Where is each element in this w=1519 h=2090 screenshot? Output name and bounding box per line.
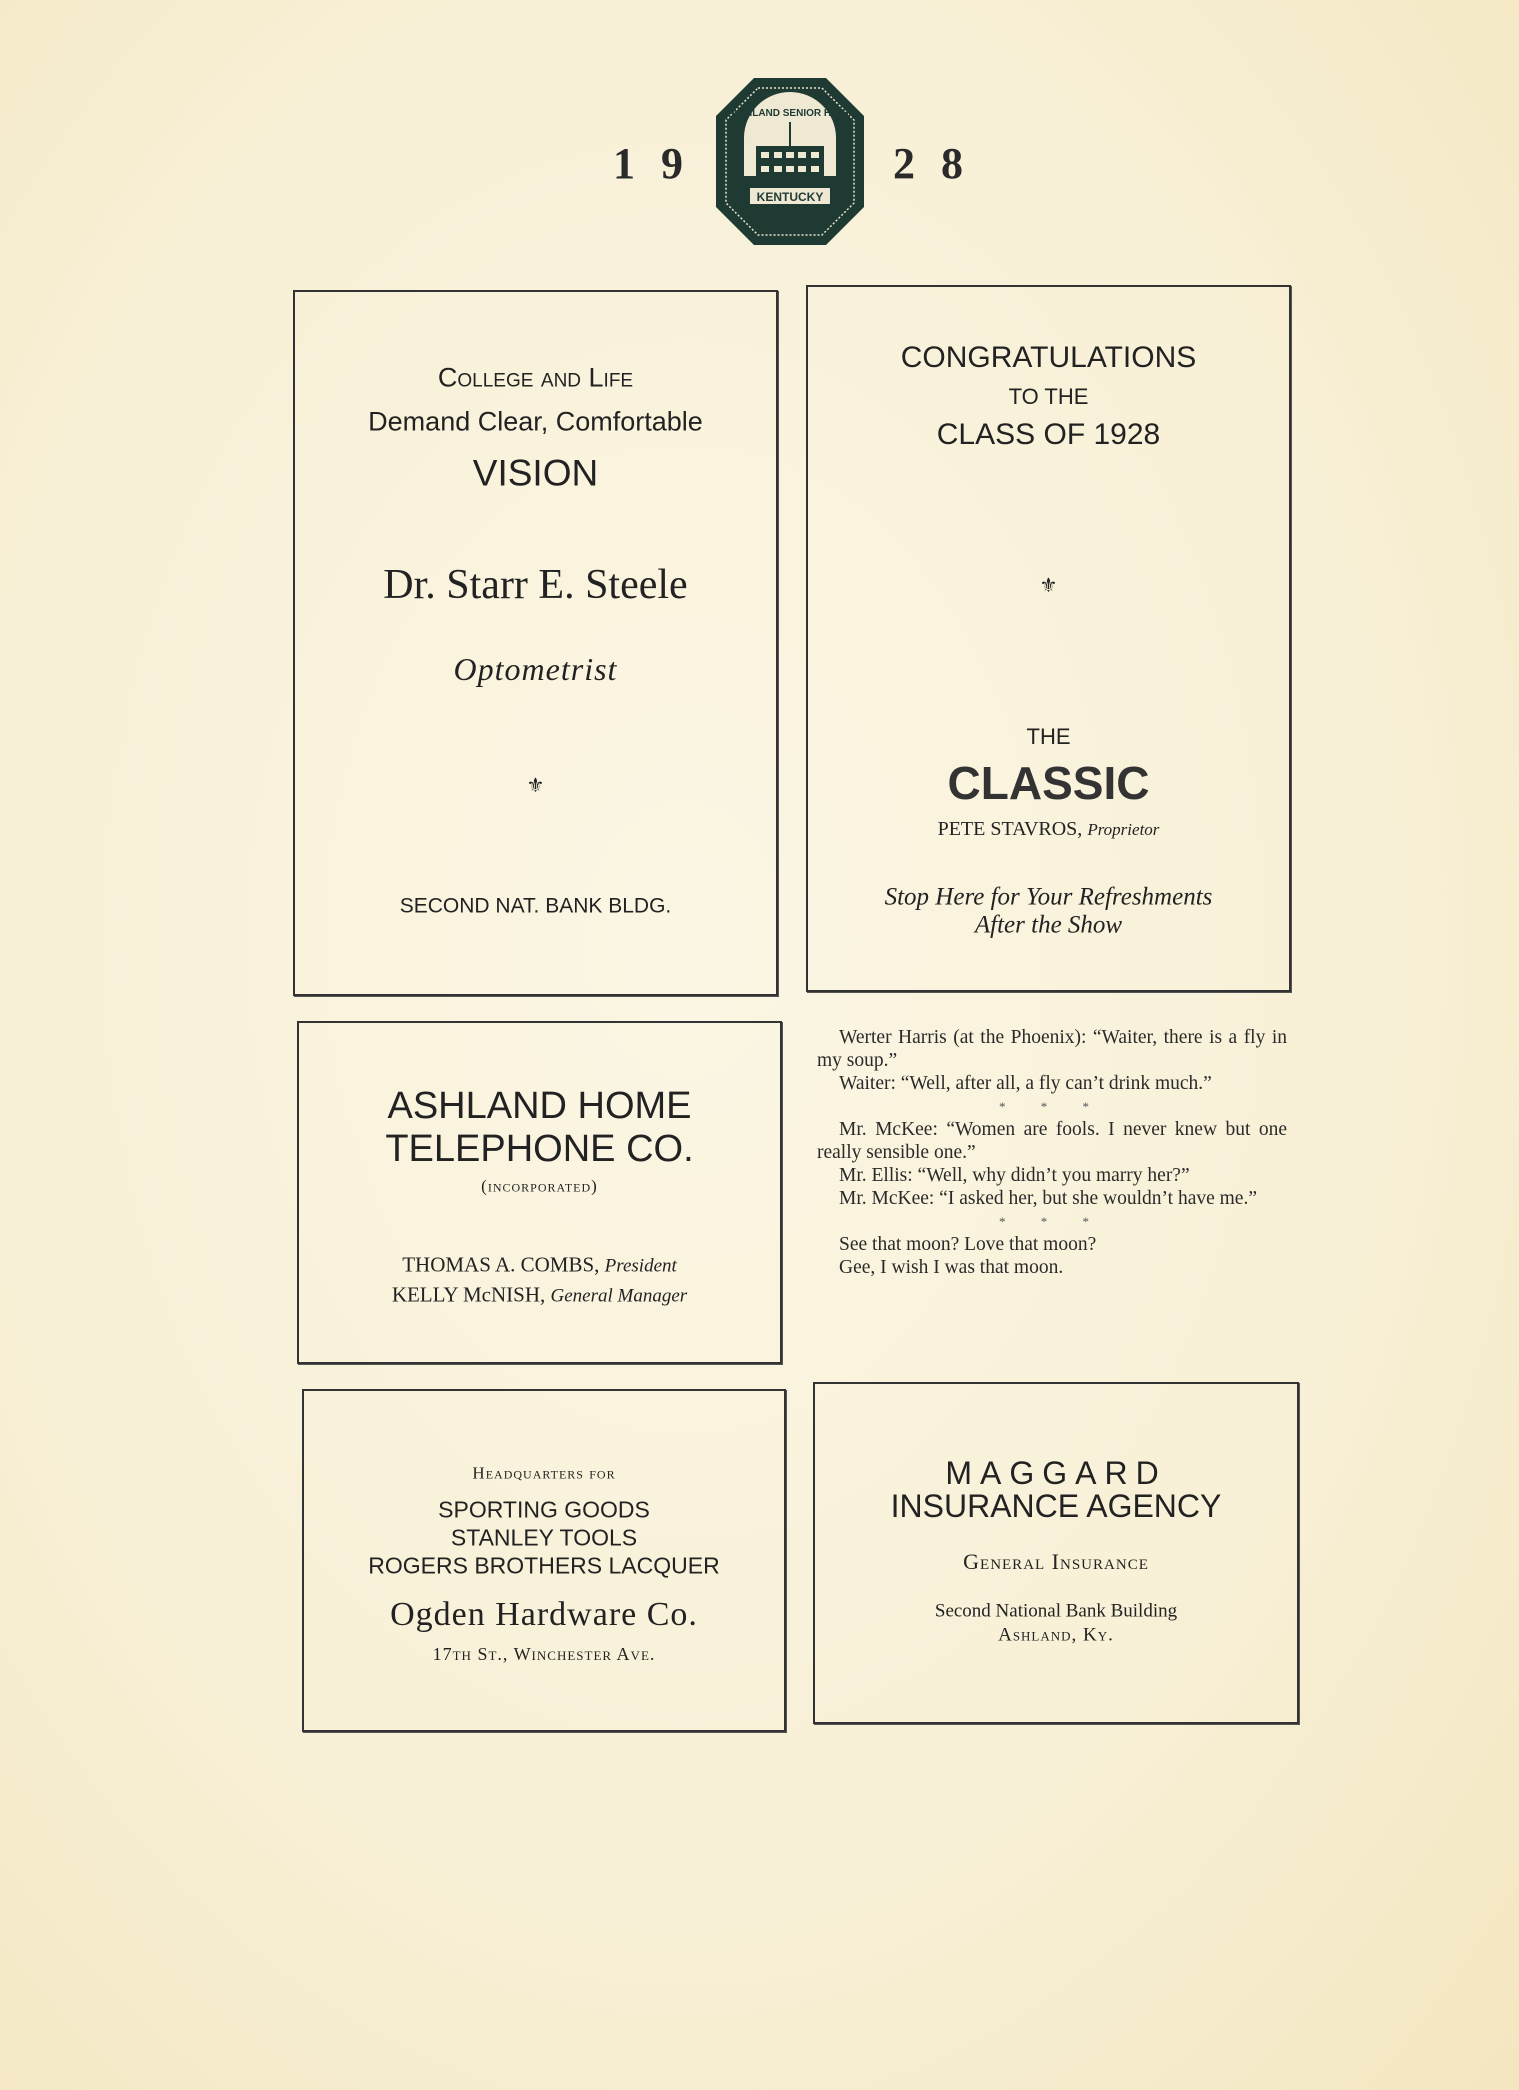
ad-insurance <box>813 1382 1299 1724</box>
ad-telephone <box>297 1021 782 1364</box>
address: Second National Bank Building <box>934 1600 1178 1622</box>
separator: * * * <box>999 1214 1105 1229</box>
business-name: ASHLAND HOME <box>387 1085 692 1127</box>
slogan: After the Show <box>974 911 1123 939</box>
person-title: General Manager <box>550 1285 688 1307</box>
business-name: Dr. Starr E. Steele <box>383 562 688 608</box>
ad-optometrist <box>293 290 778 996</box>
person <box>299 1282 780 1307</box>
ad-line: (incorporated) <box>481 1176 598 1196</box>
person-title: President <box>604 1255 677 1277</box>
ad-hardware <box>302 1389 786 1732</box>
ad-line: CONGRATULATIONS <box>900 341 1197 374</box>
proprietor <box>808 819 1289 839</box>
ad-line: SPORTING GOODS <box>438 1496 650 1523</box>
slogan: Stop Here for Your Refreshments <box>884 883 1213 911</box>
joke-line: Gee, I wish I was that moon. <box>839 1257 1064 1278</box>
address: SECOND NAT. BANK BLDG. <box>399 894 672 918</box>
business-title: Optometrist <box>453 651 618 687</box>
ad-line: College and Life <box>437 362 634 393</box>
jokes-column <box>817 1026 1287 1279</box>
business-name: CLASSIC <box>947 757 1150 809</box>
joke-line: Mr. McKee: “Women are fools. I never knew but one really sensible one.” <box>817 1119 1287 1163</box>
joke-line: Mr. Ellis: “Well, why didn’t you marry her?” <box>839 1165 1190 1186</box>
ad-line: ROGERS BROTHERS LACQUER <box>368 1552 720 1579</box>
person-name: THOMAS A. COMBS, <box>402 1252 600 1277</box>
ad-line: THE <box>1026 724 1071 749</box>
fleur-de-lis-icon: ⚜ <box>526 775 545 797</box>
joke-line: See that moon? Love that moon? <box>839 1234 1097 1255</box>
svg-text:KENTUCKY: KENTUCKY <box>756 190 824 204</box>
ad-headline: VISION <box>472 452 599 494</box>
proprietor-title: Proprietor <box>1087 820 1160 839</box>
svg-text:ASHLAND SENIOR HIGH: ASHLAND SENIOR HIGH <box>731 108 849 119</box>
ad-line: General Insurance <box>963 1549 1149 1574</box>
year-right: 28 <box>893 139 989 188</box>
school-seal-logo <box>714 76 866 247</box>
proprietor-name: PETE STAVROS, <box>937 818 1083 840</box>
ad-line: Headquarters for <box>472 1463 616 1483</box>
ad-line: CLASS OF 1928 <box>936 418 1161 451</box>
fleur-de-lis-icon: ⚜ <box>1039 575 1058 597</box>
address: Ashland, Ky. <box>998 1624 1114 1646</box>
address: 17th St., Winchester Ave. <box>432 1644 656 1664</box>
joke-line: Werter Harris (at the Phoenix): “Waiter, there is a fly in my soup.” <box>817 1027 1287 1071</box>
business-name: MAGGARD <box>945 1455 1167 1491</box>
business-name: INSURANCE AGENCY <box>890 1488 1222 1524</box>
ad-line: STANLEY TOOLS <box>450 1524 638 1551</box>
ad-line: TO THE <box>1008 384 1089 409</box>
ad-line: Demand Clear, Comfortable <box>368 406 703 437</box>
joke-line: Mr. McKee: “I asked her, but she wouldn’t have me.” <box>839 1188 1257 1209</box>
ad-classic <box>806 285 1291 992</box>
joke-line: Waiter: “Well, after all, a fly can’t drink much.” <box>839 1073 1212 1094</box>
year-left: 19 <box>613 139 709 188</box>
person-name: KELLY McNISH, <box>391 1282 546 1307</box>
business-name: Ogden Hardware Co. <box>390 1596 698 1633</box>
separator: * * * <box>999 1099 1105 1114</box>
business-name: TELEPHONE CO. <box>385 1128 694 1170</box>
person <box>299 1252 780 1277</box>
